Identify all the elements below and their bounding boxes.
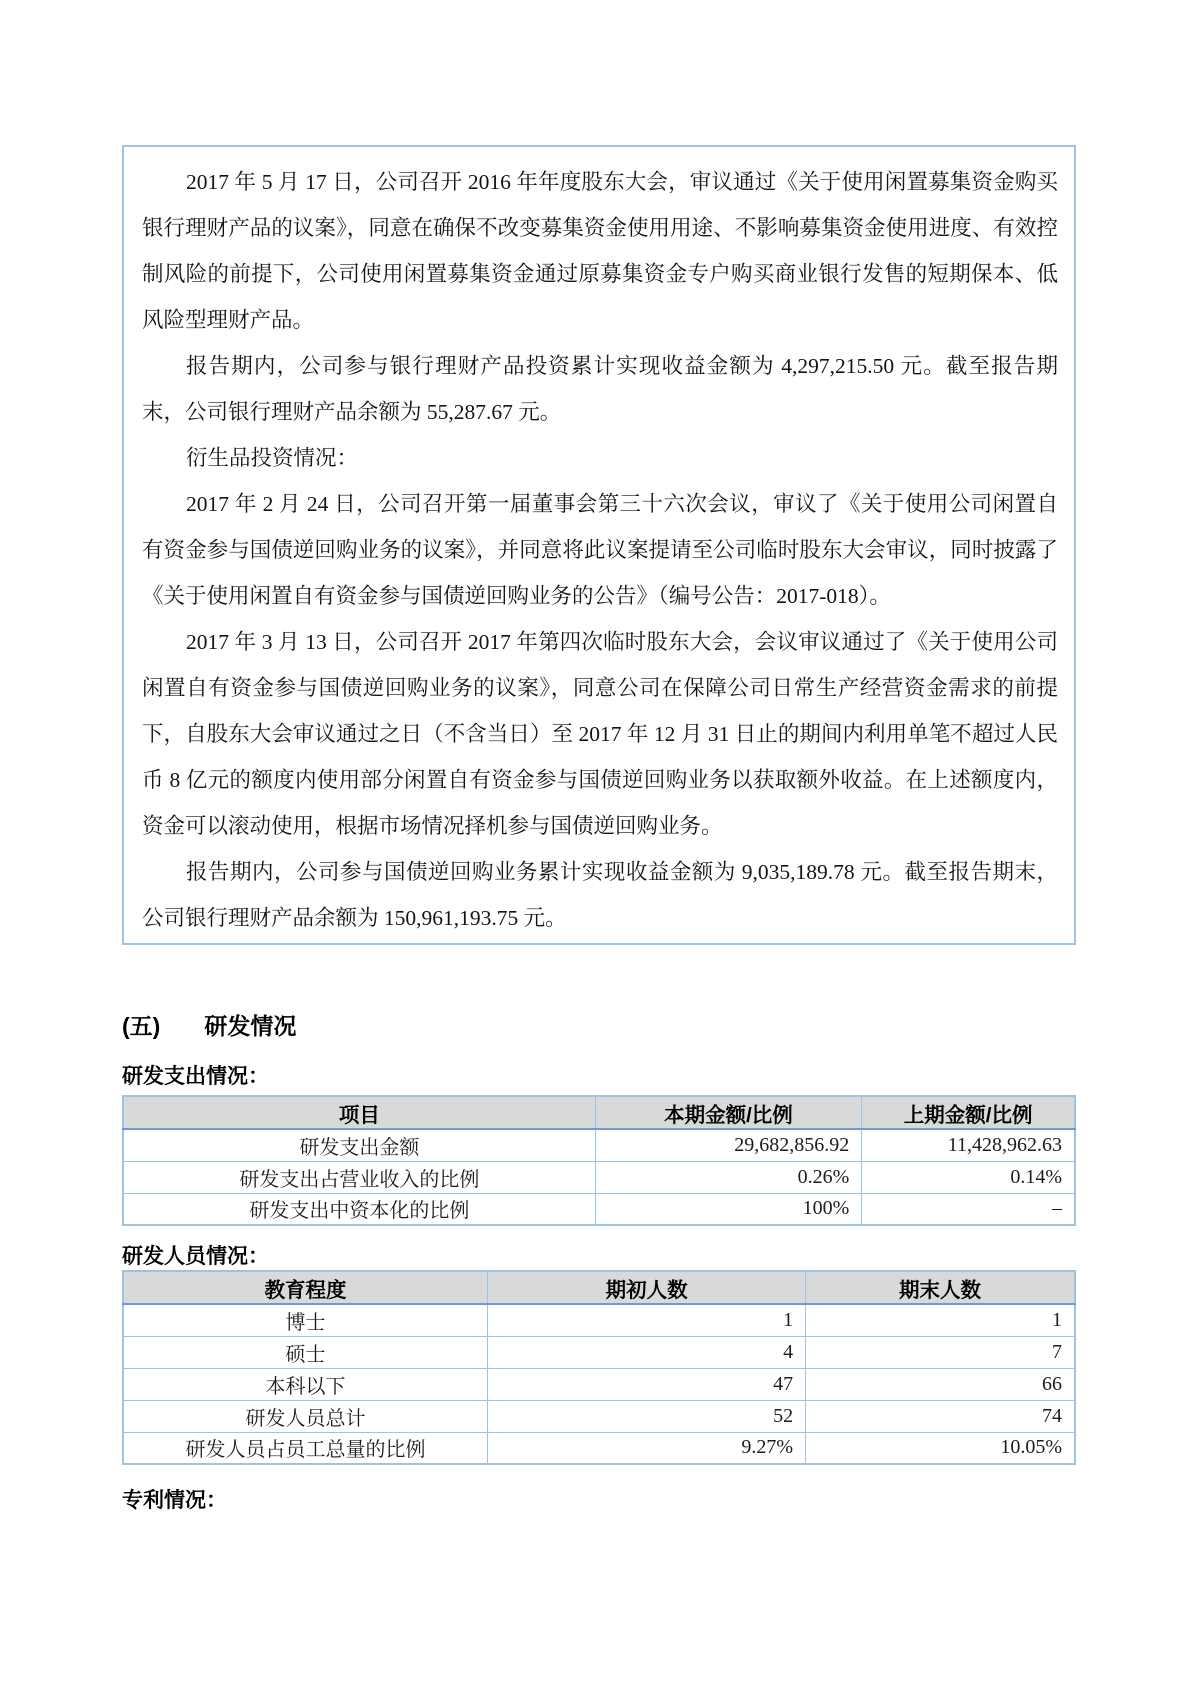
cell-value: 1 xyxy=(488,1304,806,1336)
cell-value: 52 xyxy=(488,1400,806,1432)
table-header-row xyxy=(123,1096,1075,1129)
patent-label: 专利情况： xyxy=(122,1489,227,1512)
cell-value: 10.05% xyxy=(806,1432,1075,1464)
cell-value: 29,682,856.92 xyxy=(595,1129,862,1161)
paragraph-interim-meeting: 2017 年 3 月 13 日，公司召开 2017 年第四次临时股东大会，会议审议通过了《关于使用公司闲置自有资金参与国债逆回购业务的议案》，同意公司在保障公司日常生产经营资金需求的前提下，自股东大会审议通过之日（不含当日）至 2017 年 12 月 31 日止的期间内利用单笔不超过人民币 8 亿元的额度内使用部分闲置自有资金参与国债逆回购业务以获取额外收益。在上述额度内，资金可以滚动使用，根据市场情况择机参与国债逆回购业务。 xyxy=(142,630,1058,838)
cell-label: 研发人员占员工总量的比例 xyxy=(123,1432,488,1464)
cell-value: 7 xyxy=(806,1336,1075,1368)
cell-value: 100% xyxy=(595,1193,862,1225)
cell-value: 4 xyxy=(488,1336,806,1368)
table-row xyxy=(123,1336,1075,1368)
cell-value: 66 xyxy=(806,1368,1075,1400)
rd-expenditure-label: 研发支出情况： xyxy=(122,1065,269,1088)
column-header-begin-count: 期初人数 xyxy=(488,1271,806,1304)
section-title: 研发情况 xyxy=(204,1013,297,1039)
section-number: (五) xyxy=(122,1013,161,1039)
cell-label: 研发人员总计 xyxy=(123,1400,488,1432)
rd-personnel-label: 研发人员情况： xyxy=(122,1245,269,1268)
cell-value: – xyxy=(862,1193,1075,1225)
paragraph-shareholder-meeting: 2017 年 5 月 17 日，公司召开 2016 年年度股东大会，审议通过《关于使用闲置募集资金购买银行理财产品的议案》，同意在确保不改变募集资金使用用途、不影响募集资金使用进度、有效控制风险的前提下，公司使用闲置募集资金通过原募集资金专户购买商业银行发售的短期保本、低风险型理财产品。 xyxy=(142,170,1058,332)
column-header-education: 教育程度 xyxy=(123,1271,488,1304)
investment-summary-box xyxy=(122,145,1076,945)
column-header-current: 本期金额/比例 xyxy=(595,1096,862,1129)
cell-label: 博士 xyxy=(123,1304,488,1336)
rd-personnel-table xyxy=(122,1270,1076,1465)
paragraph-board-meeting: 2017 年 2 月 24 日，公司召开第一届董事会第三十六次会议，审议了《关于使用公司闲置自有资金参与国债逆回购业务的议案》，并同意将此议案提请至公司临时股东大会审议，同时披露了《关于使用闲置自有资金参与国债逆回购业务的公告》（编号公告：2017-018）。 xyxy=(142,492,1058,608)
cell-value: 11,428,962.63 xyxy=(862,1129,1075,1161)
table-row xyxy=(123,1400,1075,1432)
rd-expenditure-table xyxy=(122,1095,1076,1226)
column-header-previous: 上期金额/比例 xyxy=(862,1096,1075,1129)
cell-value: 0.14% xyxy=(862,1161,1075,1193)
cell-value: 47 xyxy=(488,1368,806,1400)
cell-label: 研发支出金额 xyxy=(123,1129,595,1161)
paragraph-repurchase-income: 报告期内，公司参与国债逆回购业务累计实现收益金额为 9,035,189.78 元。截至报告期末，公司银行理财产品余额为 150,961,193.75 元。 xyxy=(142,860,1058,930)
cell-label: 硕士 xyxy=(123,1336,488,1368)
table-row xyxy=(123,1161,1075,1193)
column-header-end-count: 期末人数 xyxy=(806,1271,1075,1304)
cell-label: 研发支出中资本化的比例 xyxy=(123,1193,595,1225)
table-row xyxy=(123,1432,1075,1464)
cell-value: 1 xyxy=(806,1304,1075,1336)
cell-value: 0.26% xyxy=(595,1161,862,1193)
cell-value: 74 xyxy=(806,1400,1075,1432)
section-heading-rd xyxy=(122,1008,296,1041)
table-row xyxy=(123,1193,1075,1225)
table-row xyxy=(123,1304,1075,1336)
cell-label: 研发支出占营业收入的比例 xyxy=(123,1161,595,1193)
cell-label: 本科以下 xyxy=(123,1368,488,1400)
table-row xyxy=(123,1129,1075,1161)
column-header-item: 项目 xyxy=(123,1096,595,1129)
paragraph-wealth-product-income: 报告期内，公司参与银行理财产品投资累计实现收益金额为 4,297,215.50 元。截至报告期末，公司银行理财产品余额为 55,287.67 元。 xyxy=(142,354,1058,424)
table-header-row xyxy=(123,1271,1075,1304)
cell-value: 9.27% xyxy=(488,1432,806,1464)
paragraph-derivatives-label: 衍生品投资情况： xyxy=(186,446,359,470)
table-row xyxy=(123,1368,1075,1400)
